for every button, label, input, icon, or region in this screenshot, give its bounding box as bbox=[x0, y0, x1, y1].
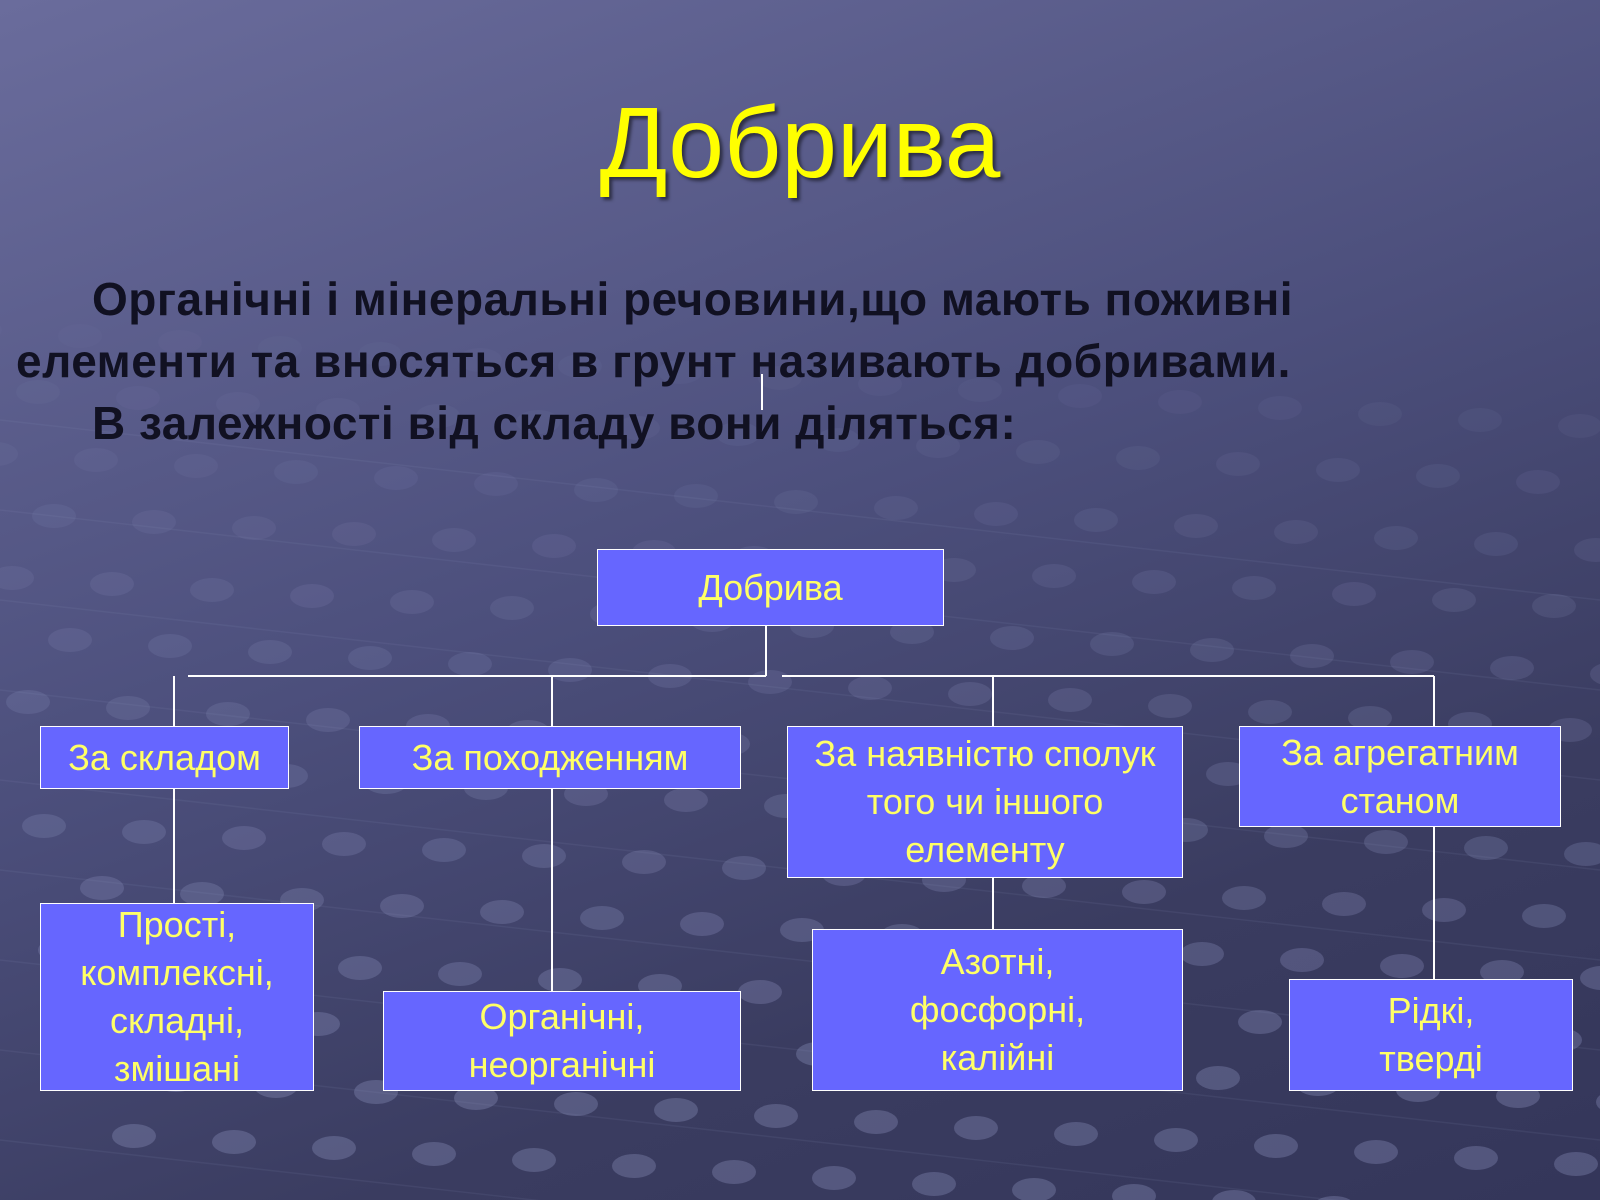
node-category-origin: За походженням bbox=[359, 726, 741, 789]
node-child-origin: Органічні, неорганічні bbox=[383, 991, 741, 1091]
node-root: Добрива bbox=[597, 549, 944, 626]
node-child-elements: Азотні, фосфорні, калійні bbox=[812, 929, 1183, 1091]
node-child-state: Рідкі, тверді bbox=[1289, 979, 1573, 1091]
slide-title: Добрива bbox=[599, 87, 1001, 199]
node-category-state: За агрегатним станом bbox=[1239, 726, 1561, 827]
intro-line-1: Органічні і мінеральні речовини,що мають поживні bbox=[92, 273, 1294, 325]
intro-line-3: В залежності від складу вони діляться: bbox=[92, 397, 1017, 449]
node-child-composition: Прості, комплексні, складні, змішані bbox=[40, 903, 314, 1091]
node-category-elements: За наявністю сполук того чи іншого елементу bbox=[787, 726, 1183, 878]
node-category-composition: За складом bbox=[40, 726, 289, 789]
intro-line-2: елементи та вносяться в грунт називають добривами. bbox=[16, 335, 1291, 387]
